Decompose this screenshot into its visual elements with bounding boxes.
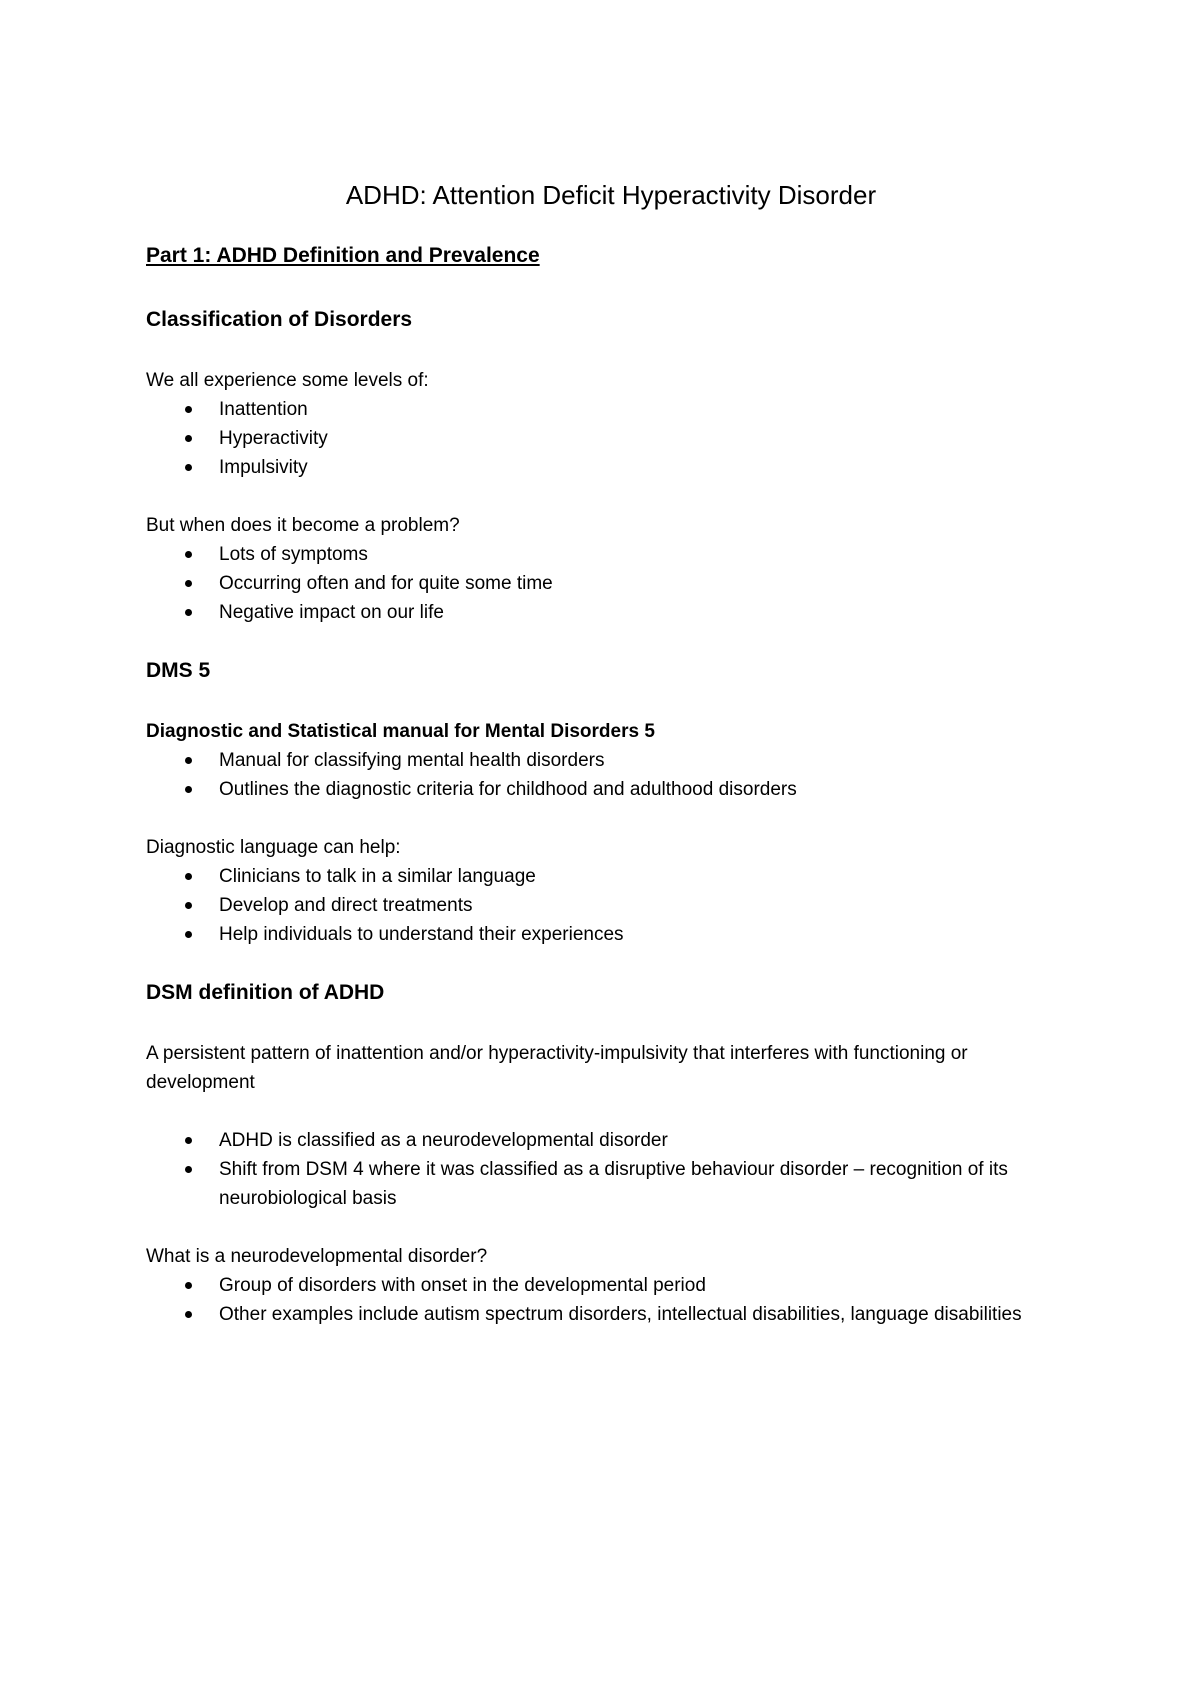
classification-list (146, 395, 1076, 482)
language-intro: Diagnostic language can help: (146, 837, 401, 858)
list-item (146, 1155, 1076, 1213)
list-item-text: Clinicians to talk in a similar language (219, 866, 536, 887)
list-item-text: ADHD is classified as a neurodevelopmental disorder (219, 1130, 668, 1151)
bullet-icon (185, 580, 192, 587)
list-item (146, 775, 1076, 804)
list-item (146, 891, 1076, 920)
list-item-text: Inattention (219, 399, 308, 420)
dms-subheading: Diagnostic and Statistical manual for Mental Disorders 5 (146, 721, 655, 742)
list-item (146, 1300, 1076, 1329)
bullet-icon (185, 406, 192, 413)
list-item-text: Lots of symptoms (219, 544, 368, 565)
list-item-text: Manual for classifying mental health disorders (219, 750, 605, 771)
dms-list (146, 746, 1076, 804)
neuro-list (146, 1271, 1076, 1329)
bullet-icon (185, 435, 192, 442)
bullet-icon (185, 1282, 192, 1289)
list-item (146, 569, 1076, 598)
bullet-icon (185, 1137, 192, 1144)
list-item-text: Outlines the diagnostic criteria for childhood and adulthood disorders (219, 779, 797, 800)
list-item (146, 920, 1076, 949)
list-item-text: Shift from DSM 4 where it was classified as a disruptive behaviour disorder – recognition of its neurobiological basis (219, 1159, 1008, 1209)
spacer (146, 1097, 1076, 1126)
list-item (146, 746, 1076, 775)
bullet-icon (185, 551, 192, 558)
list-item (146, 540, 1076, 569)
bullet-icon (185, 902, 192, 909)
dsm-definition-text: A persistent pattern of inattention and/or hyperactivity-impulsivity that interferes with functioning or development (146, 1043, 968, 1093)
list-item-text: Develop and direct treatments (219, 895, 473, 916)
list-item (146, 598, 1076, 627)
dms-heading: DMS 5 (146, 659, 211, 682)
bullet-icon (185, 609, 192, 616)
list-item-text: Negative impact on our life (219, 602, 444, 623)
neuro-question: What is a neurodevelopmental disorder? (146, 1246, 488, 1267)
bullet-icon (185, 1166, 192, 1173)
list-item-text: Occurring often and for quite some time (219, 573, 553, 594)
classification-intro: We all experience some levels of: (146, 370, 429, 391)
bullet-icon (185, 464, 192, 471)
bullet-icon (185, 1311, 192, 1318)
list-item-text: Impulsivity (219, 457, 308, 478)
list-item-text: Other examples include autism spectrum disorders, intellectual disabilities, language disabilities (219, 1304, 1022, 1325)
part-1-heading: Part 1: ADHD Definition and Prevalence (146, 244, 540, 267)
list-item (146, 453, 1076, 482)
spacer (146, 804, 1076, 833)
list-item-text: Group of disorders with onset in the developmental period (219, 1275, 706, 1296)
bullet-icon (185, 931, 192, 938)
language-list (146, 862, 1076, 949)
list-item (146, 424, 1076, 453)
list-item (146, 395, 1076, 424)
dsm-definition-list (146, 1126, 1076, 1213)
bullet-icon (185, 873, 192, 880)
problem-list (146, 540, 1076, 627)
document-title: ADHD: Attention Deficit Hyperactivity Disorder (345, 180, 877, 210)
dsm-definition-heading: DSM definition of ADHD (146, 981, 385, 1004)
spacer (146, 1213, 1076, 1242)
list-item (146, 1126, 1076, 1155)
list-item (146, 1271, 1076, 1300)
classification-question: But when does it become a problem? (146, 515, 460, 536)
document-content (146, 178, 1076, 1329)
list-item-text: Help individuals to understand their experiences (219, 924, 624, 945)
spacer (146, 482, 1076, 511)
bullet-icon (185, 786, 192, 793)
bullet-icon (185, 757, 192, 764)
spacer (146, 949, 1076, 979)
classification-heading: Classification of Disorders (146, 308, 413, 331)
list-item (146, 862, 1076, 891)
list-item-text: Hyperactivity (219, 428, 328, 449)
spacer (146, 627, 1076, 657)
